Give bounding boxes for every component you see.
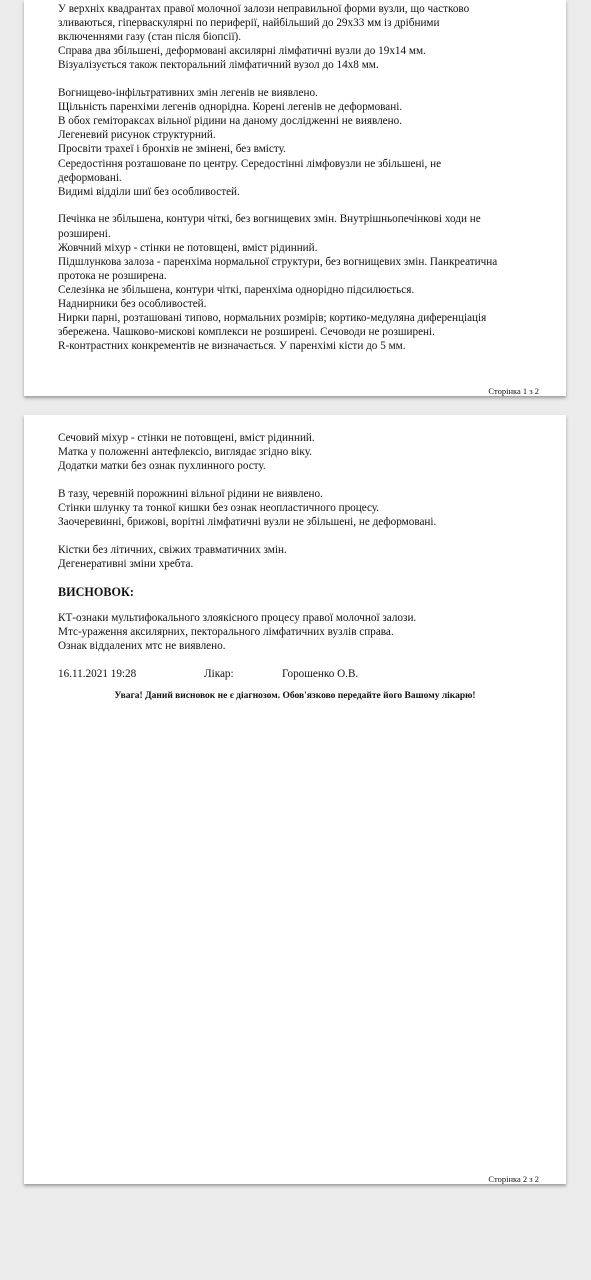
text-line: Матка у положенні антефлексіо, виглядає згідно віку. [58, 446, 312, 459]
findings-abdominal-cavity [58, 487, 546, 529]
text-line: Жовчний міхур - стінки не потовщені, вміст рідинний. [58, 241, 318, 254]
conclusion-heading: ВИСНОВОК: [58, 584, 134, 599]
text-line: КТ-ознаки мультифокального злоякісного процесу правої молочної залози. [58, 611, 417, 624]
text-line: Сечовий міхур - стінки не потовщені, вміст рідинний. [58, 432, 315, 444]
text-line: Мтс-ураження аксилярних, пекторального лімфатичних вузлів справа. [58, 625, 394, 638]
text-line: деформовані. [58, 171, 122, 184]
text-line: Просвіти трахеї і бронхів не змінені, без вмісту. [58, 143, 286, 156]
doctor-name: Горошенко О.В. [282, 667, 359, 680]
text-line: включеннями газу (стан після біопсії). [58, 31, 242, 44]
text-line: R-контрастних конкрементів не визначається. У паренхімі кісти до 5 мм. [58, 340, 406, 353]
text-line: У верхніх квадрантах правої молочної залози неправильної форми вузли, що частково [58, 3, 470, 15]
text-line: Середостіння розташоване по центру. Середостінні лімфовузли не збільшені, не [58, 157, 442, 170]
text-line: Заочеревинні, брижові, ворітні лімфатичні вузли не збільшені, не деформовані. [58, 516, 437, 529]
document-page-1 [24, 0, 566, 396]
page-number-1: Сторінка 1 з 2 [488, 386, 539, 396]
text-line: Вогнищево-інфільтративних змін легенів не виявлено. [58, 87, 318, 100]
findings-pelvis [58, 431, 546, 473]
text-line: протока не розширена. [58, 269, 167, 282]
page-number-2: Сторінка 2 з 2 [488, 1174, 539, 1184]
doctor-label: Лікар: [204, 667, 234, 680]
findings-abdomen [58, 212, 546, 353]
text-line: Справа два збільшені, деформовані аксилярні лімфатичні вузли до 19х14 мм. [58, 45, 426, 58]
text-line: Видимі відділи шиї без особливостей. [58, 185, 240, 198]
text-line: Щільність паренхіми легенів однорідна. Корені легенів не деформовані. [58, 101, 403, 114]
text-line: розширені. [58, 227, 111, 240]
findings-bones [58, 543, 546, 571]
text-line: В тазу, черевній порожнині вільної рідини не виявлено. [58, 487, 323, 500]
text-line: В обох геміторакcах вільної рідини на даному дослідженні не виявлено. [58, 115, 403, 128]
text-line: Підшлункова залоза - паренхіма нормальної структури, без вогнищевих змін. Панкреатична [58, 255, 498, 268]
page-2-content [58, 431, 546, 683]
findings-chest [58, 86, 546, 199]
text-line: Кістки без літичних, свіжих травматичних змін. [58, 543, 287, 556]
page-1-content [58, 2, 546, 367]
text-line: Нирки парні, розташовані типово, нормальних розмірів; кортико-медуляна диференціація [58, 312, 487, 325]
diagnosis-warning: Увага! Даний висновок не є діагнозом. Обов'язково передайте його Вашому лікарю! [114, 691, 476, 701]
text-line: зливаються, гіперваскулярні по периферії, найбільший до 29х33 мм із дрібними [58, 17, 440, 30]
conclusion-text [58, 611, 546, 653]
document-page-2 [24, 415, 566, 1184]
findings-breast-lymph [58, 2, 546, 72]
text-line: Дегенеративні зміни хребта. [58, 557, 194, 570]
text-line: Візуалізується також пекторальний лімфатичний вузол до 14х8 мм. [58, 59, 379, 72]
text-line: Легеневий рисунок структурний. [58, 129, 216, 142]
signature-row [58, 667, 546, 683]
text-line: Ознак віддалених мтс не виявлено. [58, 639, 226, 652]
text-line: Печінка не збільшена, контури чіткі, без вогнищевих змін. Внутрішньопечінкові ходи не [58, 213, 481, 226]
text-line: Стінки шлунку та тонкої кишки без ознак неопластичного процесу. [58, 501, 380, 514]
text-line: Наднирники без особливостей. [58, 297, 207, 310]
text-line: Селезінка не збільшена, контури чіткі, паренхіма однорідно підсилюється. [58, 283, 415, 296]
text-line: Додатки матки без ознак пухлинного росту. [58, 460, 266, 473]
report-datetime: 16.11.2021 19:28 [58, 667, 137, 680]
text-line: збережена. Чашково-мискові комплекси не розширені. Сечоводи не розширені. [58, 326, 435, 339]
